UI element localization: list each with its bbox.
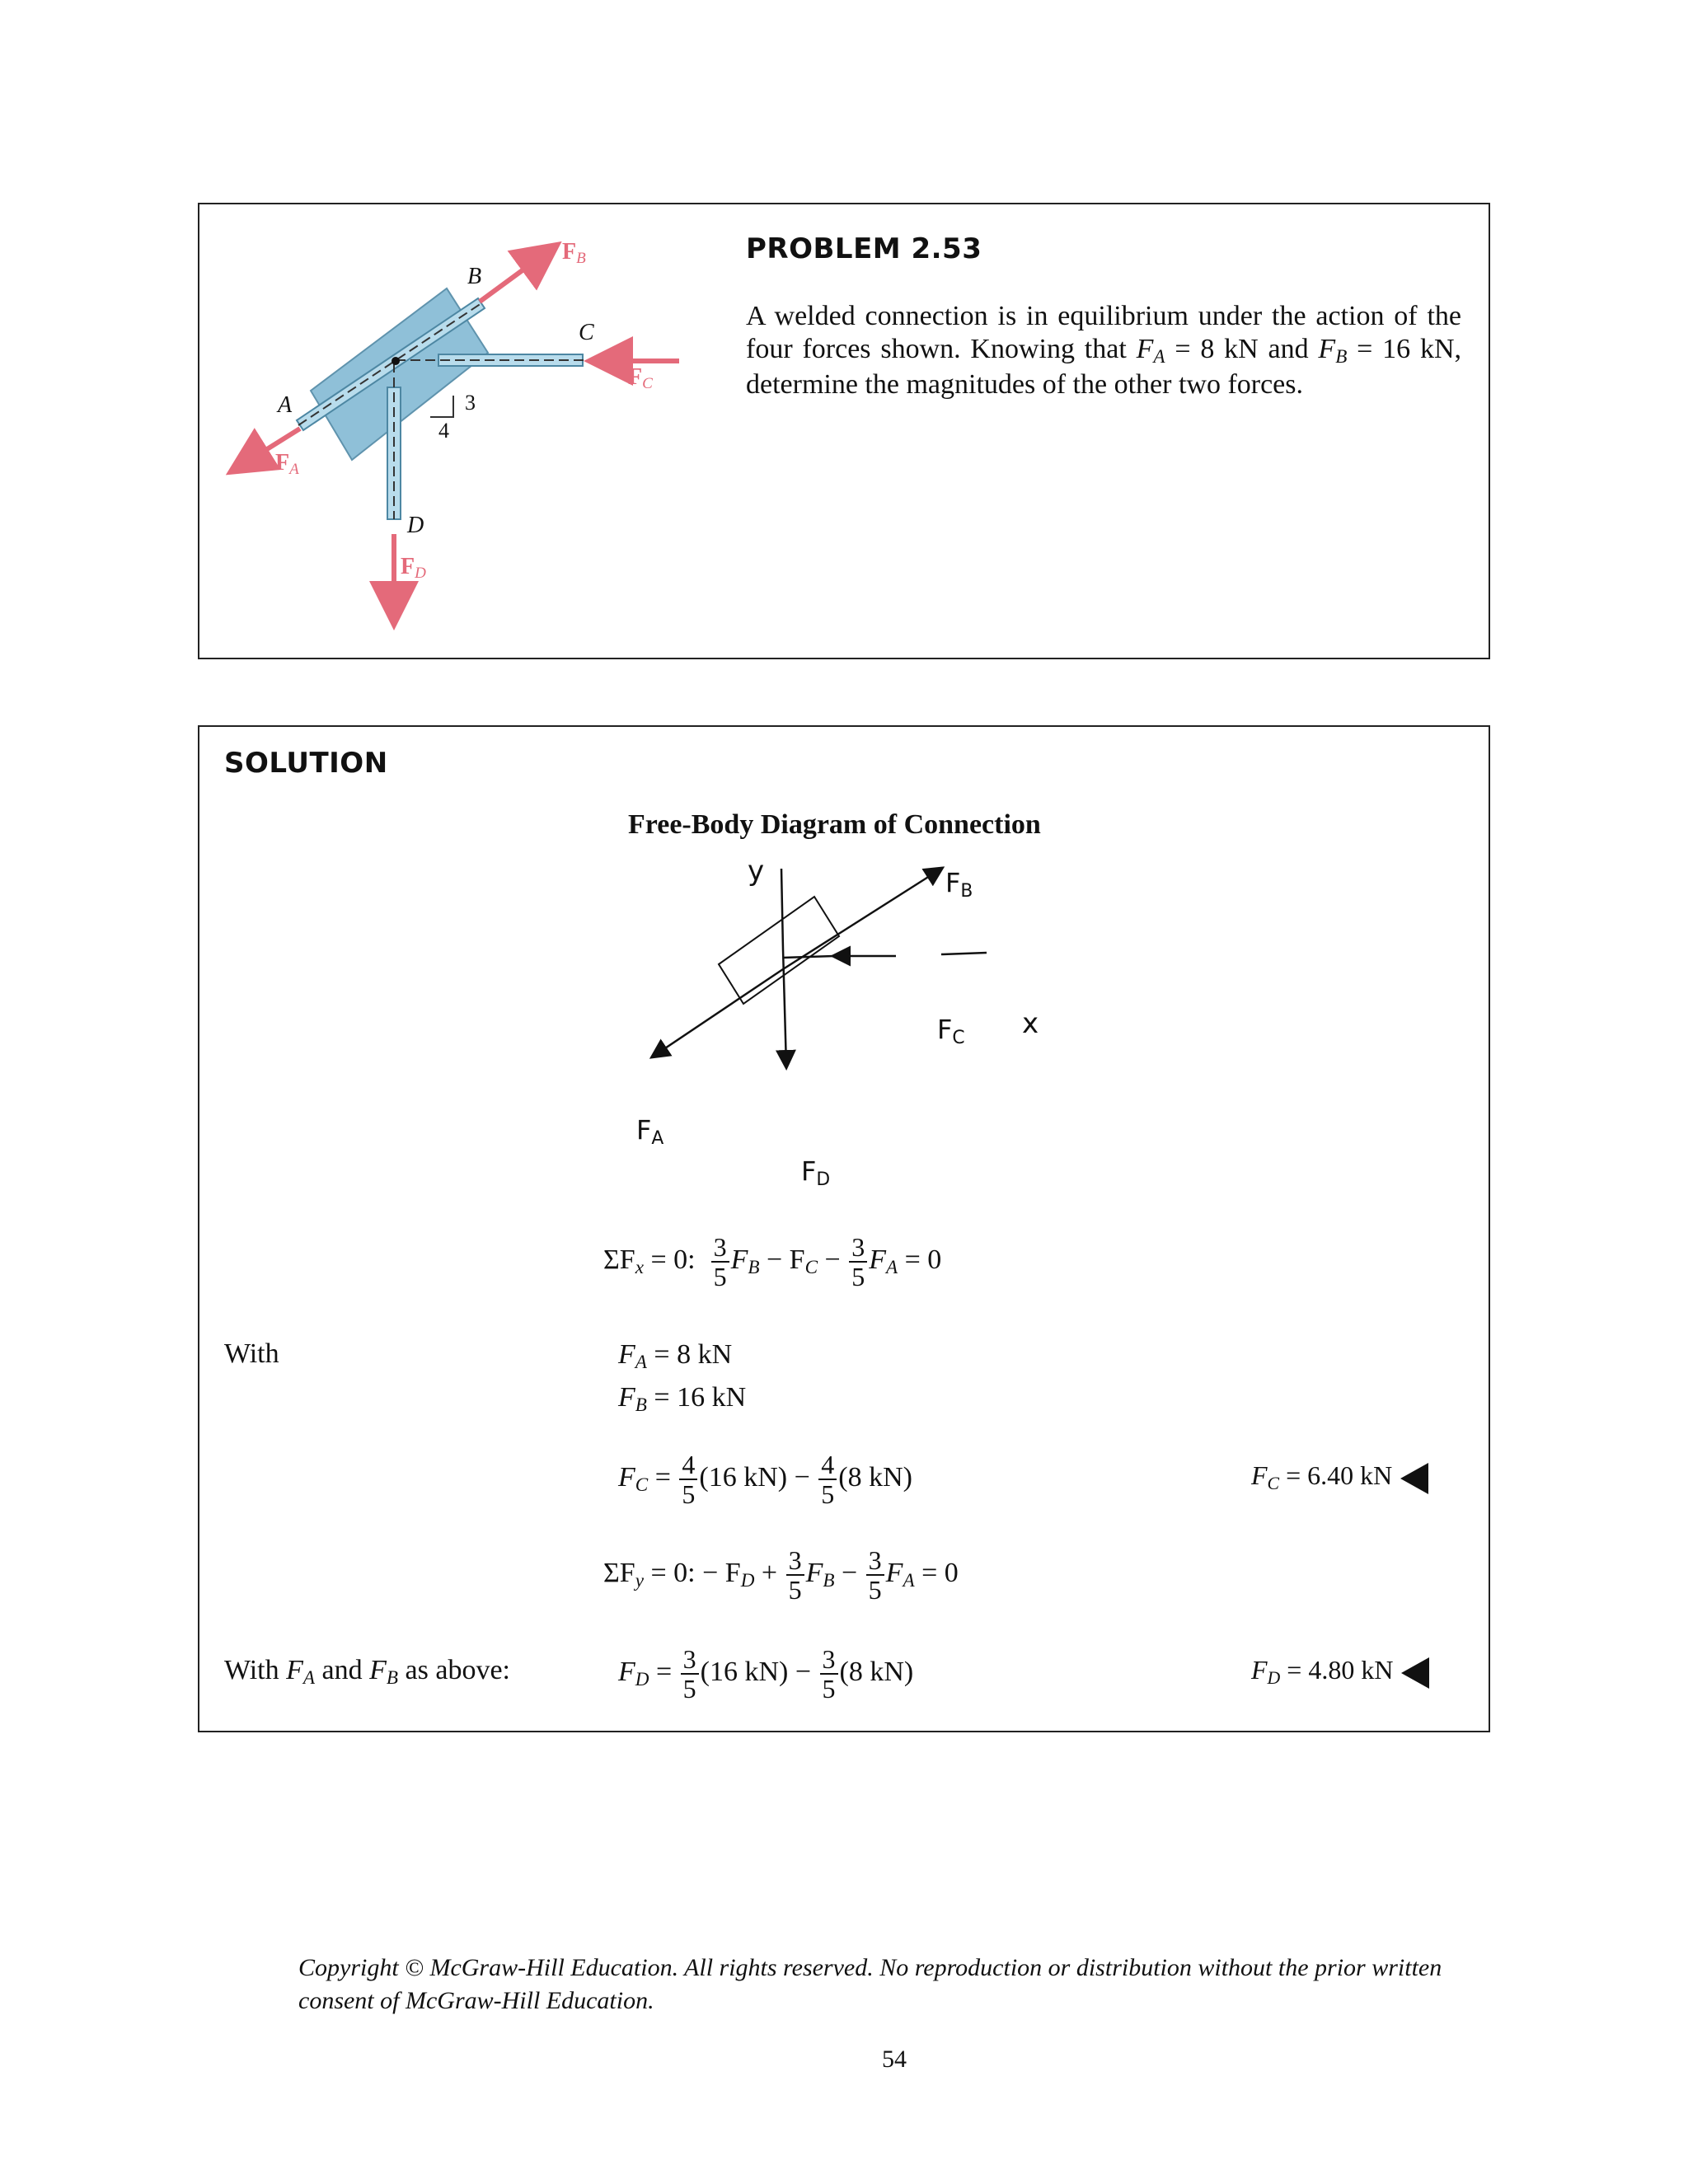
answer-fc: FC = 6.40 kN [1251, 1460, 1428, 1494]
label-point-d: D [407, 513, 424, 538]
answer-fd: FD = 4.80 kN [1251, 1655, 1429, 1689]
fbd-axis-x [941, 953, 987, 954]
solution-title: SOLUTION [224, 747, 388, 780]
equation-sum-fx: ΣFx = 0: $\frac{3}{5}$ FB − FC − $\frac{3}{5}$ FA = 0 [603, 1232, 942, 1291]
answer-marker-fd [1401, 1657, 1429, 1689]
label-slope-rise: 3 [465, 391, 476, 415]
solution-box [198, 725, 1490, 1732]
problem-figure [199, 204, 826, 658]
label-point-c: C [579, 320, 594, 345]
equation-sum-fy: ΣFy = 0: − FD + $\frac{3}{5}$ FB − $\frac{3}{5}$ FA = 0 [603, 1545, 959, 1605]
fbd-label-fc: FC [937, 1014, 965, 1049]
fbd-title: Free-Body Diagram of Connection [628, 809, 1041, 840]
fbd-label-y: y [748, 855, 765, 888]
page-number: 54 [882, 2046, 907, 2073]
free-body-diagram [612, 851, 1040, 1131]
fbd-force-a [653, 969, 783, 1057]
with-label: With [224, 1338, 279, 1369]
problem-statement: A welded connection is in equilibrium under the action of the four forces shown. Knowing that FA = 8 kN and FB = 16 kN, determine the magnitudes of the other two forces. [746, 301, 1462, 400]
problem-box [198, 203, 1490, 659]
fbd-axis-y [781, 869, 783, 949]
fbd-plate [719, 897, 839, 1004]
copyright-notice: Copyright © McGraw-Hill Education. All rights reserved. No reproduction or distribution without the prior written consent of McGraw-Hill Education. [298, 1954, 1442, 2014]
label-slope-run: 4 [438, 419, 449, 443]
fbd-label-fd: FD [801, 1155, 831, 1191]
fbd-force-b [783, 869, 941, 969]
label-force-a: FA [275, 450, 299, 479]
problem-title: PROBLEM 2.53 [746, 232, 982, 265]
label-force-c: FC [628, 364, 653, 393]
label-force-b: FB [562, 239, 586, 268]
given-fb: FB = 16 kN [618, 1382, 747, 1417]
force-arrow-b [480, 247, 554, 302]
label-point-a: A [278, 392, 293, 418]
equation-fd: FD = $\frac{3}{5}$ (16 kN) − $\frac{3}{5}$ (8 kN) [618, 1644, 914, 1704]
equation-fc: FC = $\frac{4}{5}$ (16 kN) − $\frac{4}{5}$ (8 kN) [618, 1450, 912, 1509]
label-point-b: B [467, 264, 482, 289]
fbd-label-fa: FA [636, 1114, 664, 1150]
with-fa-fb-label: With FA and FB as above: [224, 1655, 510, 1690]
given-fa: FA = 8 kN [618, 1339, 733, 1374]
fbd-label-x: x [1022, 1007, 1039, 1040]
fbd-label-fb: FB [945, 867, 973, 902]
answer-marker-fc [1400, 1463, 1428, 1494]
label-force-d: FD [401, 554, 426, 583]
